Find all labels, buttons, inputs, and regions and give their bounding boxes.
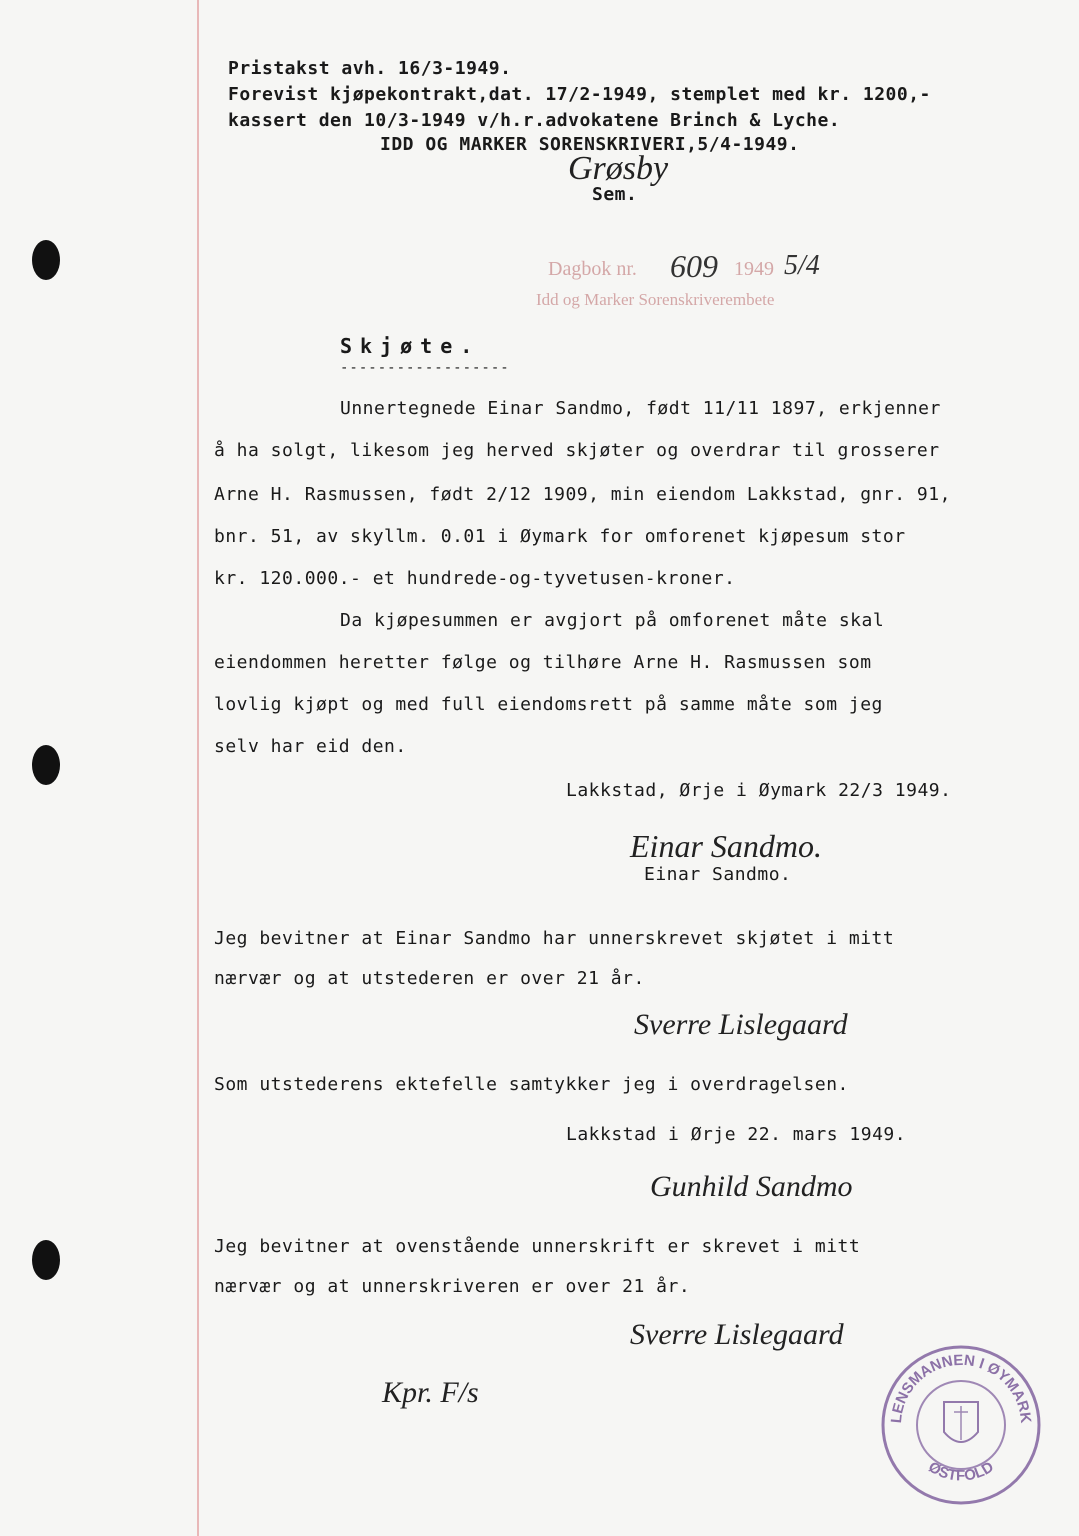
body-line: Unnertegnede Einar Sandmo, født 11/11 1897, erkjenner xyxy=(340,398,941,419)
margin-line xyxy=(197,0,199,1536)
document-title: Skjøte. xyxy=(340,334,481,358)
spouse-consent: Som utstederens ektefelle samtykker jeg i overdragelsen. xyxy=(214,1074,849,1095)
body-line: Da kjøpesummen er avgjort på omforenet måte skal xyxy=(340,610,885,631)
body-line: kr. 120.000.- et hundrede-og-tyvetusen-kroner. xyxy=(214,568,736,589)
typed-name-einar: Einar Sandmo. xyxy=(644,864,792,885)
punch-hole xyxy=(32,1240,60,1280)
signature-einar: Einar Sandmo. xyxy=(630,828,822,864)
svg-text:ØSTFOLD xyxy=(925,1458,997,1484)
header-line-1: Pristakst avh. 16/3-1949. xyxy=(228,58,512,79)
body-line: bnr. 51, av skyllm. 0.01 i Øymark for omforenet kjøpesum stor xyxy=(214,526,906,547)
header-line-2: Forevist kjøpekontrakt,dat. 17/2-1949, stemplet med kr. 1200,- xyxy=(228,84,931,105)
dagbok-office: Idd og Marker Sorenskriverembete xyxy=(536,290,775,309)
signature-gunhild: Gunhild Sandmo xyxy=(650,1170,853,1203)
header-signature: Grøsby xyxy=(568,150,669,187)
place-date-2: Lakkstad i Ørje 22. mars 1949. xyxy=(566,1124,907,1145)
dagbok-year: 1949 xyxy=(734,258,774,280)
header-line-3: kassert den 10/3-1949 v/h.r.advokatene Brinch & Lyche. xyxy=(228,110,841,131)
body-line: lovlig kjøpt og med full eiendomsrett på samme måte som jeg xyxy=(214,694,883,715)
punch-hole xyxy=(32,745,60,785)
signature-witness-2: Sverre Lislegaard xyxy=(630,1318,844,1351)
punch-hole xyxy=(32,240,60,280)
place-date-1: Lakkstad, Ørje i Øymark 22/3 1949. xyxy=(566,780,952,801)
witness2-line: Jeg bevitner at ovenstående unnerskrift er skrevet i mitt xyxy=(214,1236,861,1257)
header-line-4: IDD OG MARKER SORENSKRIVERI,5/4-1949. xyxy=(380,134,800,155)
body-line: selv har eid den. xyxy=(214,736,407,757)
header-suffix: Sem. xyxy=(592,184,638,205)
official-seal-icon xyxy=(876,1340,1046,1510)
seal-top-text: LENSMANNEN I ØYMARK xyxy=(887,1351,1035,1425)
body-line: eiendommen heretter følge og tilhøre Arne H. Rasmussen som xyxy=(214,652,872,673)
signature-witness-1: Sverre Lislegaard xyxy=(634,1008,848,1041)
witness1-line: Jeg bevitner at Einar Sandmo har unnerskrevet skjøtet i mitt xyxy=(214,928,895,949)
dagbok-date: 5/4 xyxy=(784,250,820,281)
body-line: å ha solgt, likesom jeg herved skjøter og overdrar til grosserer xyxy=(214,440,940,461)
seal-bottom-text: ØSTFOLD xyxy=(925,1458,997,1485)
dagbok-label: Dagbok nr. xyxy=(548,258,637,280)
body-line: Arne H. Rasmussen, født 2/12 1909, min eiendom Lakkstad, gnr. 91, xyxy=(214,484,951,505)
title-underline: ------------------ xyxy=(340,360,510,376)
witness2-line: nærvær og at unnerskriveren er over 21 år. xyxy=(214,1276,691,1297)
witness1-line: nærvær og at utstederen er over 21 år. xyxy=(214,968,645,989)
dagbok-number: 609 xyxy=(670,248,718,284)
margin-note: Kpr. F/s xyxy=(382,1376,479,1409)
